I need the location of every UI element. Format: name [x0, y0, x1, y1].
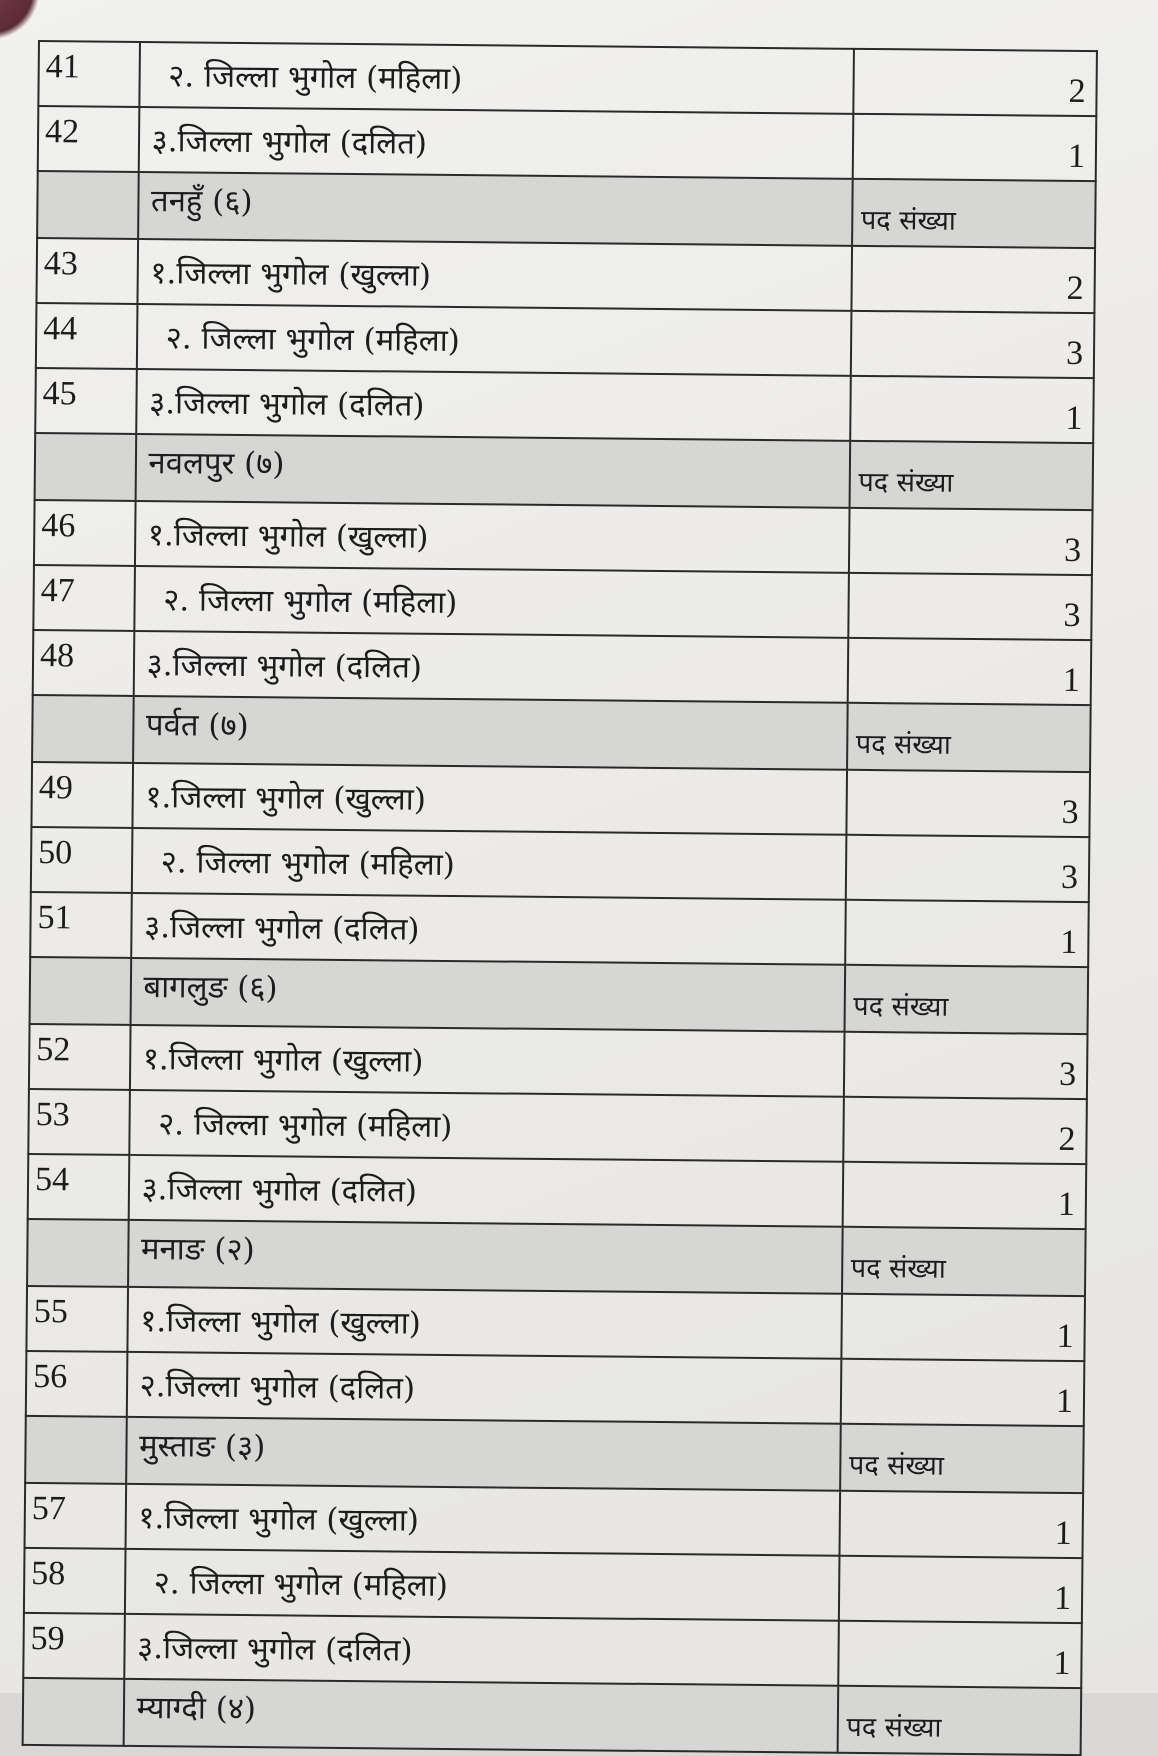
- post-count: 1: [840, 1359, 1084, 1426]
- serial-number: 41: [38, 41, 139, 107]
- posts-table-body: [23, 41, 1097, 1755]
- post-category: २. जिल्ला भुगोल (महिला): [131, 828, 846, 900]
- post-category: १.जिल्ला भुगोल (खुल्ला): [125, 1484, 840, 1556]
- post-count-header: पद संख्या: [844, 965, 1088, 1034]
- table-row: [33, 565, 1092, 640]
- post-count-header: पद संख्या: [852, 179, 1096, 248]
- serial-cell: [32, 695, 133, 763]
- post-count: 1: [838, 1556, 1082, 1623]
- fabric-corner: [0, 0, 40, 40]
- district-header-row: [27, 1219, 1086, 1296]
- post-count: 2: [851, 246, 1095, 313]
- district-header-row: [30, 957, 1089, 1034]
- post-count: 1: [845, 900, 1089, 967]
- table-row: [25, 1483, 1084, 1558]
- table-row: [38, 41, 1097, 116]
- post-category: १.जिल्ला भुगोल (खुल्ला): [137, 239, 852, 311]
- post-count: 3: [850, 311, 1094, 378]
- table-row: [26, 1351, 1085, 1426]
- table-row: [28, 1089, 1087, 1164]
- post-count: 3: [846, 770, 1090, 837]
- post-count-header: पद संख्या: [849, 441, 1093, 510]
- serial-number: 48: [33, 630, 134, 696]
- serial-number: 52: [29, 1024, 130, 1090]
- post-category: ३.जिल्ला भुगोल (दलित): [138, 107, 853, 179]
- table-row: [35, 368, 1094, 443]
- serial-number: 44: [36, 303, 137, 369]
- post-category: ३.जिल्ला भुगोल (दलित): [131, 893, 846, 965]
- post-category: ३.जिल्ला भुगोल (दलित): [128, 1155, 843, 1227]
- post-category: ३.जिल्ला भुगोल (दलित): [133, 631, 848, 703]
- post-category: २. जिल्ला भुगोल (महिला): [136, 304, 851, 376]
- district-header-row: [37, 171, 1096, 248]
- district-header-row: [25, 1416, 1084, 1493]
- post-count: 1: [850, 376, 1094, 443]
- district-header-row: [35, 433, 1094, 510]
- post-count: 1: [839, 1491, 1083, 1558]
- table-row: [26, 1286, 1085, 1361]
- serial-number: 49: [31, 762, 132, 828]
- post-count-header: पद संख्या: [837, 1686, 1081, 1755]
- district-name: म्याग्दी (४): [123, 1679, 838, 1753]
- table-row: [36, 303, 1095, 378]
- district-header-row: [32, 695, 1091, 772]
- serial-number: 50: [31, 827, 132, 893]
- document-sheet: [22, 40, 1098, 1756]
- serial-number: 56: [26, 1351, 127, 1417]
- district-name: बागलुङ (६): [130, 958, 845, 1032]
- serial-cell: [25, 1416, 126, 1484]
- serial-cell: [30, 957, 131, 1025]
- serial-number: 59: [23, 1613, 124, 1679]
- serial-cell: [27, 1219, 128, 1287]
- table-row: [29, 1024, 1088, 1099]
- table-row: [23, 1613, 1082, 1688]
- post-count: 1: [847, 638, 1091, 705]
- post-category: ३.जिल्ला भुगोल (दलित): [124, 1614, 839, 1686]
- serial-number: 45: [35, 368, 136, 434]
- district-name: मुस्ताङ (३): [126, 1417, 841, 1491]
- post-category: १.जिल्ला भुगोल (खुल्ला): [127, 1287, 842, 1359]
- post-category: १.जिल्ला भुगोल (खुल्ला): [135, 501, 850, 573]
- post-count: 1: [841, 1294, 1085, 1361]
- district-name: पर्वत (७): [133, 696, 848, 770]
- table-row: [36, 238, 1095, 313]
- serial-number: 42: [38, 106, 139, 172]
- table-row: [34, 500, 1093, 575]
- table-row: [31, 827, 1090, 902]
- post-count: 3: [844, 1032, 1088, 1099]
- district-header-row: [23, 1678, 1082, 1755]
- table-row: [38, 106, 1097, 181]
- post-count: 3: [849, 508, 1093, 575]
- post-category: २. जिल्ला भुगोल (महिला): [129, 1090, 844, 1162]
- posts-table: [22, 40, 1098, 1756]
- serial-number: 46: [34, 500, 135, 566]
- post-count-header: पद संख्या: [840, 1424, 1084, 1493]
- table-row: [31, 762, 1090, 837]
- serial-number: 43: [36, 238, 137, 304]
- post-count: 3: [845, 835, 1089, 902]
- post-category: २. जिल्ला भुगोल (महिला): [134, 566, 849, 638]
- table-row: [24, 1548, 1083, 1623]
- post-count-header: पद संख्या: [847, 703, 1091, 772]
- post-category: १.जिल्ला भुगोल (खुल्ला): [129, 1025, 844, 1097]
- post-category: २. जिल्ला भुगोल (महिला): [139, 42, 854, 114]
- serial-cell: [23, 1678, 124, 1746]
- serial-number: 47: [33, 565, 134, 631]
- table-row: [30, 892, 1089, 967]
- serial-number: 51: [30, 892, 131, 958]
- post-count: 2: [853, 49, 1097, 116]
- serial-number: 58: [24, 1548, 125, 1614]
- post-category: १.जिल्ला भुगोल (खुल्ला): [132, 763, 847, 835]
- post-count: 1: [838, 1621, 1082, 1688]
- serial-number: 53: [28, 1089, 129, 1155]
- serial-number: 57: [25, 1483, 126, 1549]
- district-name: तनहुँ (६): [138, 172, 853, 246]
- table-row: [33, 630, 1092, 705]
- serial-cell: [35, 433, 136, 501]
- post-count: 1: [852, 114, 1096, 181]
- post-count-header: पद संख्या: [842, 1227, 1086, 1296]
- post-category: २.जिल्ला भुगोल (दलित): [126, 1352, 841, 1424]
- serial-number: 55: [26, 1286, 127, 1352]
- serial-cell: [37, 171, 138, 239]
- post-count: 1: [842, 1162, 1086, 1229]
- district-name: नवलपुर (७): [135, 434, 850, 508]
- post-count: 3: [848, 573, 1092, 640]
- post-count: 2: [843, 1097, 1087, 1164]
- serial-number: 54: [28, 1154, 129, 1220]
- post-category: २. जिल्ला भुगोल (महिला): [124, 1549, 839, 1621]
- district-name: मनाङ (२): [128, 1220, 843, 1294]
- table-row: [28, 1154, 1087, 1229]
- post-category: ३.जिल्ला भुगोल (दलित): [136, 369, 851, 441]
